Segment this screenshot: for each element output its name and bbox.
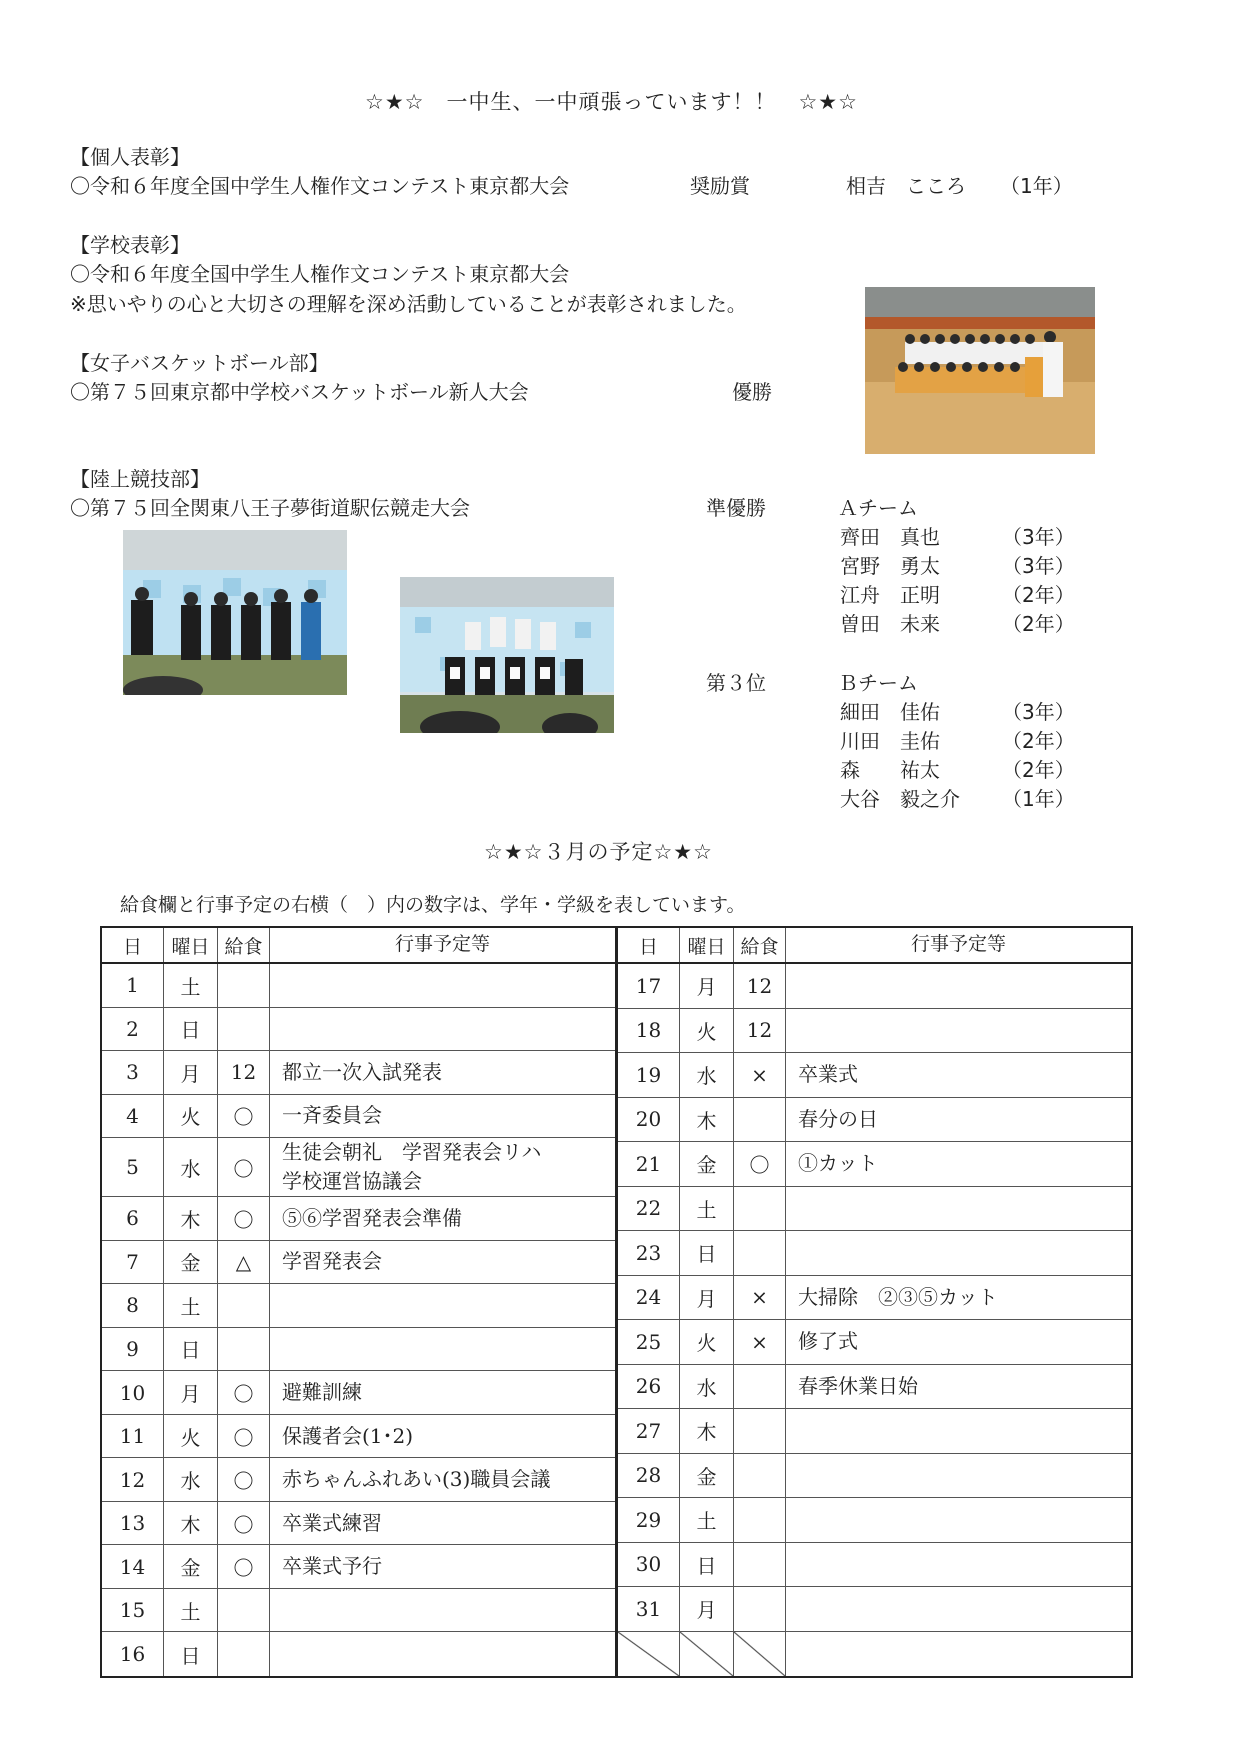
weekday-cell: 日 (164, 1328, 218, 1371)
weekday-cell: 月 (164, 1371, 218, 1414)
table-row (102, 1502, 615, 1546)
schedule-table (100, 926, 1133, 1678)
table-row (618, 1276, 1131, 1321)
weekday-cell: 火 (164, 1415, 218, 1458)
lunch-cell: 〇 (218, 1138, 270, 1196)
weekday-cell: 火 (680, 1009, 734, 1053)
header-events: 行事予定等 (910, 933, 1006, 956)
track-heading: 【陸上競技部】 (70, 467, 210, 491)
team-a-name: Ａチーム (838, 496, 918, 520)
weekday-cell: 金 (680, 1142, 734, 1186)
team-a-member-name: 宮野 勇太 (840, 554, 940, 578)
ekiden-team-photo-right (400, 577, 614, 733)
header-lunch: 給食 (734, 928, 786, 962)
day-cell: 22 (618, 1187, 680, 1231)
weekday-cell: 水 (680, 1365, 734, 1409)
table-row (618, 1187, 1131, 1232)
day-cell: 25 (618, 1320, 680, 1364)
day-cell: 4 (102, 1095, 164, 1138)
lunch-cell (734, 1187, 786, 1231)
team-b-name: Ｂチーム (838, 671, 918, 695)
lunch-cell (218, 1008, 270, 1051)
table-row (618, 1053, 1131, 1098)
school-award-event: 〇令和６年度全国中学生人権作文コンテスト東京都大会 (70, 262, 570, 286)
header-events: 行事予定等 (394, 933, 490, 956)
event-cell: 学習発表会 (282, 1249, 382, 1274)
weekday-cell: 日 (164, 1632, 218, 1676)
event-cell (786, 1454, 1131, 1498)
team-b-member-grade: （2年） (1002, 758, 1075, 782)
event-cell: 春季休業日始 (798, 1373, 918, 1398)
lunch-cell (218, 1632, 270, 1676)
event-cell (270, 1328, 615, 1371)
lunch-cell (734, 1587, 786, 1631)
individual-award-heading: 【個人表彰】 (70, 145, 190, 169)
weekday-cell: 水 (164, 1458, 218, 1501)
event-cell (270, 1589, 615, 1632)
basketball-team-photo (865, 287, 1095, 454)
table-row (618, 1365, 1131, 1410)
weekday-cell: 木 (680, 1409, 734, 1453)
event-cell: 大掃除 ②③⑤カット (798, 1284, 998, 1309)
event-cell: 卒業式 (798, 1062, 858, 1087)
schedule-right-half (618, 928, 1131, 1676)
team-b-member-name: 細田 佳佑 (840, 700, 940, 724)
lunch-cell: 〇 (218, 1502, 270, 1545)
table-row (618, 1632, 1131, 1677)
page-title: ☆★☆ 一中生、一中頑張っています！！ ☆★☆ (365, 90, 858, 114)
event-cell (270, 1632, 615, 1676)
weekday-cell: 月 (680, 1587, 734, 1631)
event-cell: 春分の日 (798, 1106, 878, 1131)
day-cell (618, 1632, 680, 1677)
basketball-event: 〇第７５回東京都中学校バスケットボール新人大会 (70, 380, 529, 404)
weekday-cell: 水 (164, 1138, 218, 1196)
school-award-note: ※思いやりの心と大切さの理解を深め活動していることが表彰されました。 (70, 292, 747, 316)
team-a-result: 準優勝 (706, 496, 766, 520)
weekday-cell: 木 (164, 1502, 218, 1545)
lunch-cell: 〇 (734, 1142, 786, 1186)
header-day: 日 (618, 928, 680, 962)
team-b-member-name: 大谷 毅之介 (840, 787, 960, 811)
event-cell: 生徒会朝礼 学習発表会リハ 学校運営協議会 (282, 1140, 542, 1194)
weekday-cell: 木 (680, 1098, 734, 1142)
day-cell: 20 (618, 1098, 680, 1142)
day-cell: 5 (102, 1138, 164, 1196)
day-cell: 27 (618, 1409, 680, 1453)
day-cell: 23 (618, 1231, 680, 1275)
table-row (102, 1241, 615, 1285)
weekday-cell: 金 (164, 1545, 218, 1588)
event-cell (270, 964, 615, 1007)
table-header-row (618, 928, 1131, 964)
table-row (102, 1415, 615, 1459)
lunch-cell: 〇 (218, 1545, 270, 1588)
day-cell: 13 (102, 1502, 164, 1545)
ekiden-team-photo-left (123, 530, 347, 695)
lunch-cell: 12 (734, 1009, 786, 1053)
table-row (618, 1409, 1131, 1454)
event-cell: 卒業式練習 (282, 1510, 382, 1535)
lunch-cell (218, 1328, 270, 1371)
lunch-cell (734, 1454, 786, 1498)
table-row (102, 1284, 615, 1328)
lunch-cell (734, 1543, 786, 1587)
schedule-title: ☆★☆３月の予定☆★☆ (484, 840, 713, 864)
table-header-row (102, 928, 615, 964)
day-cell: 9 (102, 1328, 164, 1371)
weekday-cell (680, 1632, 734, 1677)
individual-award-event: 〇令和６年度全国中学生人権作文コンテスト東京都大会 (70, 174, 570, 198)
day-cell: 1 (102, 964, 164, 1007)
track-event: 〇第７５回全関東八王子夢街道駅伝競走大会 (70, 496, 470, 520)
team-a-member-name: 曽田 未来 (840, 612, 940, 636)
team-a-member-grade: （2年） (1002, 583, 1075, 607)
weekday-cell: 火 (680, 1320, 734, 1364)
team-a-member-grade: （2年） (1002, 612, 1075, 636)
lunch-cell (218, 964, 270, 1007)
day-cell: 31 (618, 1587, 680, 1631)
weekday-cell: 金 (164, 1241, 218, 1284)
lunch-cell: 〇 (218, 1415, 270, 1458)
table-row (102, 1632, 615, 1676)
table-row (618, 1543, 1131, 1588)
lunch-cell (734, 1632, 786, 1677)
lunch-cell (218, 1589, 270, 1632)
table-row (102, 1008, 615, 1052)
table-row (102, 1328, 615, 1372)
weekday-cell: 日 (164, 1008, 218, 1051)
table-row (102, 1589, 615, 1633)
day-cell: 8 (102, 1284, 164, 1327)
weekday-cell: 土 (164, 1284, 218, 1327)
school-award-heading: 【学校表彰】 (70, 233, 190, 257)
header-day: 日 (102, 928, 164, 962)
table-row (102, 1545, 615, 1589)
day-cell: 3 (102, 1051, 164, 1094)
day-cell: 26 (618, 1365, 680, 1409)
day-cell: 15 (102, 1589, 164, 1632)
day-cell: 2 (102, 1008, 164, 1051)
day-cell: 12 (102, 1458, 164, 1501)
event-cell: 卒業式予行 (282, 1554, 382, 1579)
lunch-cell: × (734, 1320, 786, 1364)
day-cell: 7 (102, 1241, 164, 1284)
event-cell: ⑤⑥学習発表会準備 (282, 1205, 462, 1230)
lunch-cell: △ (218, 1241, 270, 1284)
day-cell: 11 (102, 1415, 164, 1458)
lunch-cell (734, 1365, 786, 1409)
team-b-member-name: 川田 圭佑 (840, 729, 940, 753)
table-row (102, 1458, 615, 1502)
lunch-cell (734, 1498, 786, 1542)
lunch-cell (734, 1409, 786, 1453)
weekday-cell: 土 (680, 1187, 734, 1231)
event-cell: 一斉委員会 (282, 1103, 382, 1128)
event-cell (786, 1009, 1131, 1053)
table-row (102, 1051, 615, 1095)
weekday-cell: 日 (680, 1231, 734, 1275)
day-cell: 29 (618, 1498, 680, 1542)
team-a-member-grade: （3年） (1002, 554, 1075, 578)
individual-award-name: 相吉 こころ (846, 174, 966, 198)
event-cell: 赤ちゃんふれあい(3)職員会議 (282, 1467, 551, 1492)
event-cell (786, 964, 1131, 1008)
weekday-cell: 水 (680, 1053, 734, 1097)
weekday-cell: 日 (680, 1543, 734, 1587)
day-cell: 24 (618, 1276, 680, 1320)
weekday-cell: 火 (164, 1095, 218, 1138)
team-a-member-name: 齊田 真也 (840, 525, 940, 549)
day-cell: 19 (618, 1053, 680, 1097)
table-row (102, 1197, 615, 1241)
day-cell: 10 (102, 1371, 164, 1414)
event-cell (786, 1231, 1131, 1275)
lunch-cell: 〇 (218, 1371, 270, 1414)
event-cell: ①カット (798, 1151, 878, 1176)
weekday-cell: 土 (164, 964, 218, 1007)
team-b-result: 第３位 (706, 671, 766, 695)
lunch-cell: 〇 (218, 1458, 270, 1501)
event-cell (786, 1498, 1131, 1542)
table-row (618, 1587, 1131, 1632)
lunch-cell (734, 1098, 786, 1142)
lunch-cell (218, 1284, 270, 1327)
table-row (618, 1320, 1131, 1365)
basketball-heading: 【女子バスケットボール部】 (70, 351, 329, 375)
table-row (618, 1454, 1131, 1499)
team-b-member-grade: （3年） (1002, 700, 1075, 724)
weekday-cell: 月 (680, 964, 734, 1008)
event-cell (786, 1409, 1131, 1453)
event-cell: 都立一次入試発表 (282, 1059, 442, 1084)
table-row (102, 964, 615, 1008)
table-row (102, 1095, 615, 1139)
header-weekday: 曜日 (164, 928, 218, 962)
weekday-cell: 金 (680, 1454, 734, 1498)
table-row (618, 1142, 1131, 1187)
event-cell: 保護者会(1･2) (282, 1423, 414, 1448)
event-cell (786, 1632, 1131, 1677)
event-cell: 避難訓練 (282, 1380, 362, 1405)
event-cell: 修了式 (798, 1329, 858, 1354)
weekday-cell: 木 (164, 1197, 218, 1240)
day-cell: 28 (618, 1454, 680, 1498)
schedule-left-half (102, 928, 618, 1676)
weekday-cell: 月 (680, 1276, 734, 1320)
day-cell: 17 (618, 964, 680, 1008)
individual-award-grade: （1年） (1000, 174, 1073, 198)
schedule-note: 給食欄と行事予定の右横（ ）内の数字は、学年・学級を表しています。 (120, 894, 746, 916)
event-cell (270, 1284, 615, 1327)
weekday-cell: 土 (164, 1589, 218, 1632)
day-cell: 16 (102, 1632, 164, 1676)
team-a-member-name: 江舟 正明 (840, 583, 940, 607)
day-cell: 6 (102, 1197, 164, 1240)
table-row (618, 964, 1131, 1009)
header-lunch: 給食 (218, 928, 270, 962)
day-cell: 30 (618, 1543, 680, 1587)
lunch-cell: × (734, 1276, 786, 1320)
lunch-cell: × (734, 1053, 786, 1097)
table-row (618, 1231, 1131, 1276)
table-row (618, 1098, 1131, 1143)
lunch-cell: 12 (218, 1051, 270, 1094)
team-b-member-name: 森 祐太 (840, 758, 940, 782)
weekday-cell: 月 (164, 1051, 218, 1094)
table-row (102, 1371, 615, 1415)
event-cell (786, 1543, 1131, 1587)
weekday-cell: 土 (680, 1498, 734, 1542)
team-a-member-grade: （3年） (1002, 525, 1075, 549)
team-b-member-grade: （1年） (1002, 787, 1075, 811)
table-row (618, 1498, 1131, 1543)
header-weekday: 曜日 (680, 928, 734, 962)
event-cell (786, 1187, 1131, 1231)
basketball-result: 優勝 (732, 380, 772, 404)
event-cell (786, 1587, 1131, 1631)
team-b-member-grade: （2年） (1002, 729, 1075, 753)
table-row (618, 1009, 1131, 1054)
event-cell (270, 1008, 615, 1051)
lunch-cell: 〇 (218, 1095, 270, 1138)
day-cell: 14 (102, 1545, 164, 1588)
day-cell: 21 (618, 1142, 680, 1186)
table-row (102, 1138, 615, 1197)
day-cell: 18 (618, 1009, 680, 1053)
lunch-cell: 〇 (218, 1197, 270, 1240)
individual-award-prize: 奨励賞 (690, 174, 750, 198)
lunch-cell: 12 (734, 964, 786, 1008)
lunch-cell (734, 1231, 786, 1275)
